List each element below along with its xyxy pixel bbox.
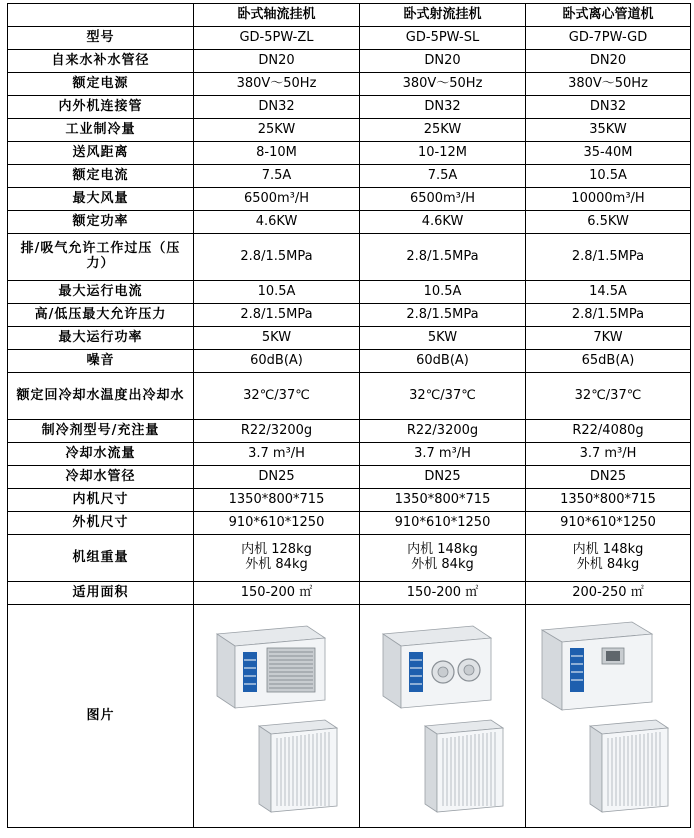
- picture-row: [8, 605, 691, 828]
- table-row: [8, 73, 691, 96]
- cell-model-3: 2.8/1.5MPa: [526, 304, 691, 327]
- cell-model-3: R22/4080g: [526, 420, 691, 443]
- table-row: [8, 211, 691, 234]
- cell-model-2: 2.8/1.5MPa: [360, 234, 526, 281]
- cell-model-1: DN32: [194, 96, 360, 119]
- cell-model-3: 32℃/37℃: [526, 373, 691, 420]
- row-label: 内外机连接管: [8, 96, 194, 119]
- row-label: 机组重量: [8, 535, 194, 582]
- cell-model-2: 25KW: [360, 119, 526, 142]
- cell-model-3: 1350*800*715: [526, 489, 691, 512]
- cell-model-3: 35KW: [526, 119, 691, 142]
- cell-model-1: DN25: [194, 466, 360, 489]
- header-model-1: 卧式轴流挂机: [194, 4, 360, 27]
- cell-model-2: 内机 148kg 外机 84kg: [360, 535, 526, 582]
- row-label: 额定电流: [8, 165, 194, 188]
- picture-cell-centrifugal: [526, 605, 691, 828]
- cell-model-3: DN25: [526, 466, 691, 489]
- table-row: [8, 443, 691, 466]
- row-label: 冷却水管径: [8, 466, 194, 489]
- row-label: 适用面积: [8, 582, 194, 605]
- cell-model-3: 6.5KW: [526, 211, 691, 234]
- row-label: 外机尺寸: [8, 512, 194, 535]
- outdoor-unit-axial: [259, 720, 337, 812]
- cell-model-2: 5KW: [360, 327, 526, 350]
- centrifugal-unit-image: [528, 616, 688, 816]
- cell-model-1: 7.5A: [194, 165, 360, 188]
- cell-model-3: 380V～50Hz: [526, 73, 691, 96]
- row-label: 最大风量: [8, 188, 194, 211]
- cell-model-1: 60dB(A): [194, 350, 360, 373]
- cell-model-3: 3.7 m³/H: [526, 443, 691, 466]
- row-label: 最大运行电流: [8, 281, 194, 304]
- spec-table: [7, 3, 691, 828]
- cell-model-1: 2.8/1.5MPa: [194, 304, 360, 327]
- cell-model-2: 4.6KW: [360, 211, 526, 234]
- table-row: [8, 304, 691, 327]
- table-row: [8, 165, 691, 188]
- cell-model-1: 4.6KW: [194, 211, 360, 234]
- cell-model-2: 6500m³/H: [360, 188, 526, 211]
- cell-model-2: DN25: [360, 466, 526, 489]
- cell-model-3: 2.8/1.5MPa: [526, 234, 691, 281]
- row-label: 排/吸气允许工作过压（压力）: [8, 234, 194, 281]
- cell-model-3: 65dB(A): [526, 350, 691, 373]
- cell-model-2: 150-200 ㎡: [360, 582, 526, 605]
- row-label: 最大运行功率: [8, 327, 194, 350]
- cell-model-1: 150-200 ㎡: [194, 582, 360, 605]
- cell-model-3: 35-40M: [526, 142, 691, 165]
- header-model-3: 卧式离心管道机: [526, 4, 691, 27]
- cell-model-1: R22/3200g: [194, 420, 360, 443]
- cell-model-1: DN20: [194, 50, 360, 73]
- cell-model-1: 32℃/37℃: [194, 373, 360, 420]
- header-row: [8, 4, 691, 27]
- row-label: 自来水补水管径: [8, 50, 194, 73]
- cell-model-2: 2.8/1.5MPa: [360, 304, 526, 327]
- row-label: 送风距离: [8, 142, 194, 165]
- table-row: [8, 142, 691, 165]
- cell-model-2: 910*610*1250: [360, 512, 526, 535]
- picture-cell-axial: [194, 605, 360, 828]
- indoor-unit-jet: [383, 626, 491, 708]
- jet-unit-image: [363, 616, 523, 816]
- cell-model-2: 10.5A: [360, 281, 526, 304]
- row-label: 噪音: [8, 350, 194, 373]
- table-row: [8, 535, 691, 582]
- outdoor-unit-centrifugal: [590, 720, 668, 812]
- table-row: [8, 27, 691, 50]
- table-row: [8, 119, 691, 142]
- cell-model-1: 10.5A: [194, 281, 360, 304]
- cell-model-3: 14.5A: [526, 281, 691, 304]
- table-row: [8, 50, 691, 73]
- cell-model-1: GD-5PW-ZL: [194, 27, 360, 50]
- indoor-unit-centrifugal: [542, 622, 652, 710]
- table-row: [8, 188, 691, 211]
- cell-model-2: R22/3200g: [360, 420, 526, 443]
- row-label: 额定回冷却水温度出冷却水: [8, 373, 194, 420]
- cell-model-1: 25KW: [194, 119, 360, 142]
- row-label: 额定电源: [8, 73, 194, 96]
- cell-model-2: DN20: [360, 50, 526, 73]
- cell-model-1: 910*610*1250: [194, 512, 360, 535]
- cell-model-3: 10000m³/H: [526, 188, 691, 211]
- table-row: [8, 234, 691, 281]
- cell-model-1: 3.7 m³/H: [194, 443, 360, 466]
- cell-model-2: 32℃/37℃: [360, 373, 526, 420]
- table-row: [8, 373, 691, 420]
- cell-model-3: 910*610*1250: [526, 512, 691, 535]
- picture-label: 图片: [8, 605, 194, 828]
- cell-model-1: 8-10M: [194, 142, 360, 165]
- picture-cell-jet: [360, 605, 526, 828]
- cell-model-2: DN32: [360, 96, 526, 119]
- cell-model-2: 10-12M: [360, 142, 526, 165]
- cell-model-1: 内机 128kg 外机 84kg: [194, 535, 360, 582]
- cell-model-2: GD-5PW-SL: [360, 27, 526, 50]
- header-model-2: 卧式射流挂机: [360, 4, 526, 27]
- cell-model-3: 10.5A: [526, 165, 691, 188]
- table-row: [8, 466, 691, 489]
- cell-model-3: 内机 148kg 外机 84kg: [526, 535, 691, 582]
- row-label: 额定功率: [8, 211, 194, 234]
- header-blank: [8, 4, 194, 27]
- row-label: 高/低压最大允许压力: [8, 304, 194, 327]
- cell-model-1: 380V～50Hz: [194, 73, 360, 96]
- outdoor-unit-jet: [425, 720, 503, 812]
- table-row: [8, 512, 691, 535]
- cell-model-1: 5KW: [194, 327, 360, 350]
- table-row: [8, 582, 691, 605]
- cell-model-1: 6500m³/H: [194, 188, 360, 211]
- cell-model-3: DN20: [526, 50, 691, 73]
- cell-model-2: 60dB(A): [360, 350, 526, 373]
- indoor-unit-axial: [217, 626, 325, 708]
- spec-body: [8, 27, 691, 828]
- axial-unit-image: [197, 616, 357, 816]
- table-row: [8, 281, 691, 304]
- table-row: [8, 420, 691, 443]
- cell-model-3: 7KW: [526, 327, 691, 350]
- row-label: 型号: [8, 27, 194, 50]
- row-label: 冷却水流量: [8, 443, 194, 466]
- table-row: [8, 489, 691, 512]
- cell-model-2: 380V～50Hz: [360, 73, 526, 96]
- cell-model-2: 3.7 m³/H: [360, 443, 526, 466]
- cell-model-1: 2.8/1.5MPa: [194, 234, 360, 281]
- cell-model-3: 200-250 ㎡: [526, 582, 691, 605]
- row-label: 工业制冷量: [8, 119, 194, 142]
- table-row: [8, 96, 691, 119]
- row-label: 制冷剂型号/充注量: [8, 420, 194, 443]
- cell-model-3: GD-7PW-GD: [526, 27, 691, 50]
- row-label: 内机尺寸: [8, 489, 194, 512]
- cell-model-2: 1350*800*715: [360, 489, 526, 512]
- cell-model-1: 1350*800*715: [194, 489, 360, 512]
- cell-model-2: 7.5A: [360, 165, 526, 188]
- table-row: [8, 350, 691, 373]
- cell-model-3: DN32: [526, 96, 691, 119]
- table-row: [8, 327, 691, 350]
